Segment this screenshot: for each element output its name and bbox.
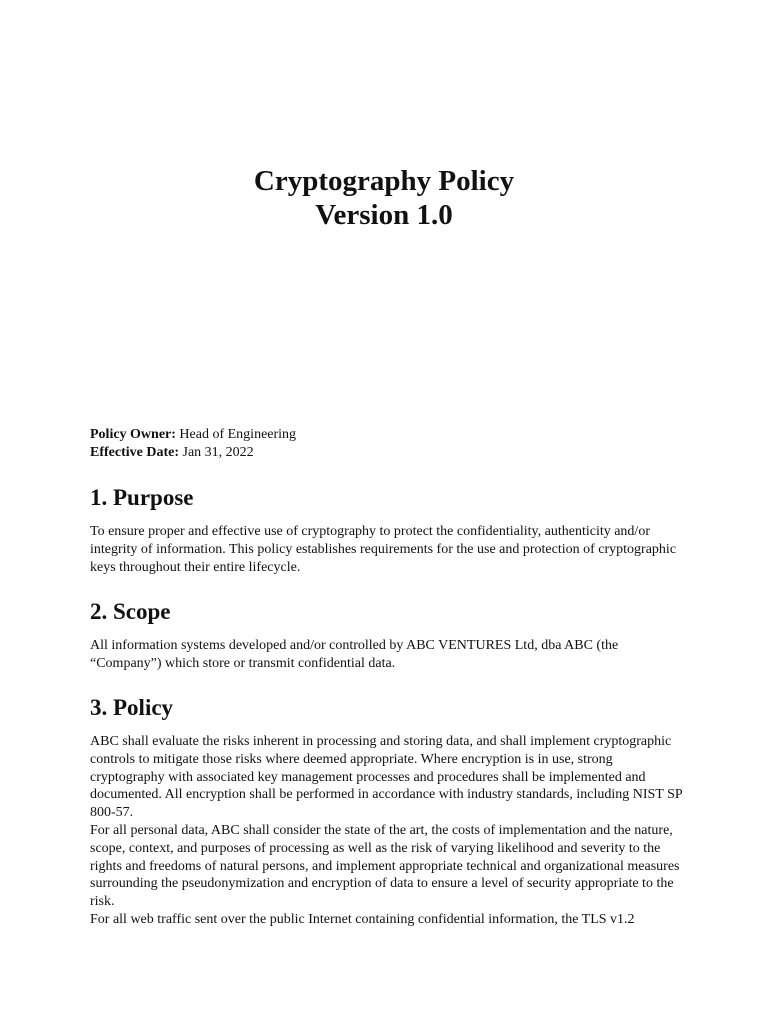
effective-date-row xyxy=(90,444,296,462)
policy-paragraph-2: For all personal data, ABC shall consider the state of the art, the costs of implementation and the nature, scope, context, and purposes of processing as well as the risk of varying likelihood and severity to the rights and freedoms of natural persons, and implement appropriate technical and organizational measures surrounding the pseudonymization and encryption of data to ensure a level of security appropriate to the risk. xyxy=(90,822,680,910)
policy-owner-row xyxy=(90,426,296,444)
section-policy xyxy=(90,694,690,929)
policy-paragraph-3: For all web traffic sent over the public Internet containing confidential information, the TLS v1.2 xyxy=(90,911,635,927)
section-heading: 3. Policy xyxy=(90,695,174,720)
section-purpose xyxy=(90,484,690,576)
section-heading: 2. Scope xyxy=(90,599,171,624)
policy-meta xyxy=(90,426,296,462)
section-scope xyxy=(90,598,690,673)
section-body: All information systems developed and/or controlled by ABC VENTURES Ltd, dba ABC (the “Company”) which store or transmit confidential data. xyxy=(90,638,619,671)
section-body xyxy=(90,733,690,929)
section-body: To ensure proper and effective use of cryptography to protect the confidentiality, authenticity and/or integrity of information. This policy establishes requirements for the use and protection of cryptographic keys throughout their entire lifecycle. xyxy=(90,524,677,575)
policy-owner-label: Policy Owner: xyxy=(90,427,176,442)
effective-date-value: Jan 31, 2022 xyxy=(182,445,254,460)
policy-owner-value: Head of Engineering xyxy=(179,427,297,442)
section-heading: 1. Purpose xyxy=(90,485,194,510)
title-version: Version 1.0 xyxy=(315,199,453,231)
effective-date-label: Effective Date: xyxy=(90,445,180,460)
policy-paragraph-1: ABC shall evaluate the risks inherent in processing and storing data, and shall implement cryptographic controls to mitigate those risks where deemed appropriate. Where encryption is in use, strong cryptography with associated key management processes and procedures shall be implemented and documented. All encryption shall be performed in accordance with industry standards, including NIST SP 800-57. xyxy=(90,734,683,821)
title-line-1: Cryptography Policy xyxy=(253,165,515,197)
document-title xyxy=(0,164,768,232)
